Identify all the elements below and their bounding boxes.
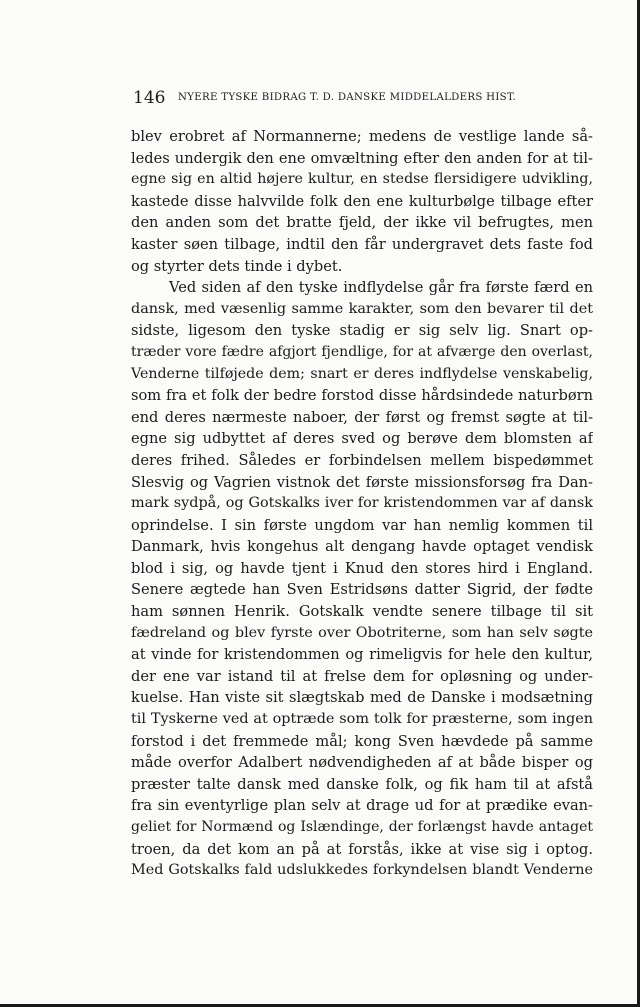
text-line: mark sydpå, og Gotskalks iver for kristendommen var af dansk <box>131 495 593 512</box>
text-line: kastede disse halvvilde folk den ene kulturbølge tilbage efter <box>131 192 593 210</box>
text-line: forstod i det fremmede mål; kong Sven hævdede på samme <box>131 732 593 750</box>
text-line: fædreland og blev fyrste over Obotriterne, som han selv søgte <box>131 624 593 641</box>
text-line: Danmark, hvis kongehus alt dengang havde optaget vendisk <box>131 538 593 556</box>
text-line: kuelse. Han viste sit slægtskab med de Danske i modsætning <box>131 689 593 707</box>
text-line: Slesvig og Vagrien vistnok det første missionsforsøg fra Dan- <box>131 473 593 491</box>
text-line: der ene var istand til at frelse dem for opløsning og under- <box>131 667 593 685</box>
text-line: oprindelse. I sin første ungdom var han nemlig kommen til <box>131 516 593 534</box>
text-line: egne sig en altid højere kultur, en stedse flersidigere udvikling, <box>131 171 593 188</box>
text-line: troen, da det kom an på at forstås, ikke at vise sig i optog. <box>131 840 593 858</box>
text-line: at vinde for kristendommen og rimeligvis for hele den kultur, <box>131 646 593 664</box>
text-line: måde overfor Adalbert nødvendigheden af at både bisper og <box>131 754 593 772</box>
text-line: og styrter dets tinde i dybet. <box>131 257 343 275</box>
text-line: Senere ægtede han Sven Estridsøns datter Sigrid, der fødte <box>131 581 593 599</box>
page-number: 146 <box>133 88 166 108</box>
text-line: end deres nærmeste naboer, der først og fremst søgte at til- <box>131 408 593 426</box>
text-line: Ved siden af den tyske indflydelse går fra første færd en <box>169 279 593 297</box>
text-line: præster talte dansk med danske folk, og fik ham til at afstå <box>131 775 593 793</box>
body-text <box>131 126 593 882</box>
text-line: træder vore fædre afgjort fjendlige, for at afværge den overlast, <box>131 343 593 360</box>
text-line: sidste, ligesom den tyske stadig er sig selv lig. Snart op- <box>131 322 593 340</box>
text-line: dansk, med væsenlig samme karakter, som den bevarer til det <box>131 300 593 317</box>
text-line: Venderne tilføjede dem; snart er deres indflydelse venskabelig, <box>131 365 593 382</box>
text-line: ham sønnen Henrik. Gotskalk vendte senere tilbage til sit <box>131 603 593 621</box>
text-line: blev erobret af Normannerne; medens de vestlige lande så- <box>131 128 593 145</box>
text-line: deres frihed. Således er forbindelsen mellem bispedømmet <box>131 451 593 469</box>
page-header <box>133 88 593 112</box>
text-line: som fra et folk der bedre forstod disse hårdsindede naturbørn <box>131 387 593 405</box>
text-line: kaster søen tilbage, indtil den får undergravet dets faste fod <box>131 235 593 253</box>
text-line: til Tyskerne ved at optræde som tolk for præsterne, som ingen <box>131 711 593 728</box>
text-line: geliet for Normænd og Islændinge, der forlængst havde antaget <box>131 819 593 835</box>
text-line: egne sig udbyttet af deres sved og berøve dem blomsten af <box>131 430 593 448</box>
text-line: blod i sig, og havde tjent i Knud den stores hird i England. <box>131 559 593 577</box>
running-title: NYERE TYSKE BIDRAG T. D. DANSKE MIDDELALDERS HIST. <box>178 92 517 103</box>
text-line: fra sin eventyrlige plan selv at drage ud for at prædike evan- <box>131 797 593 815</box>
text-line: ledes undergik den ene omvæltning efter den anden for at til- <box>131 149 593 167</box>
text-line: Med Gotskalks fald udslukkedes forkyndelsen blandt Venderne <box>131 862 593 879</box>
text-line: den anden som det bratte fjeld, der ikke vil befrugtes, men <box>131 214 593 232</box>
